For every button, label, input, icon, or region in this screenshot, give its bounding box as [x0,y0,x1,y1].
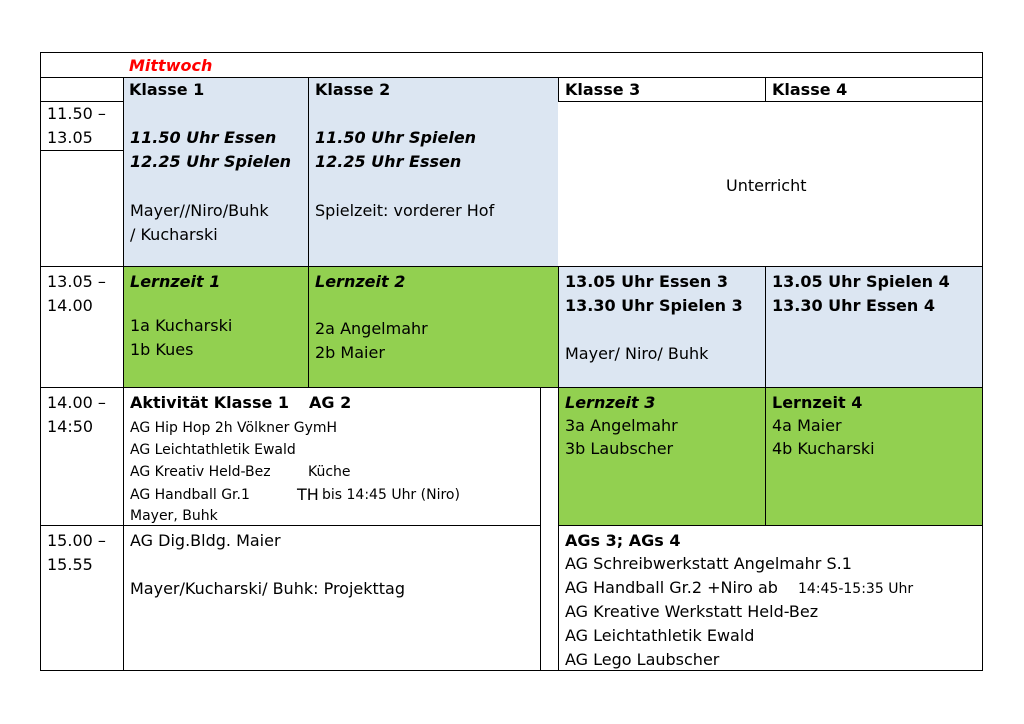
row3-k4-title: Lernzeit 4 [772,393,863,412]
row4-ag-leichtathletik: AG Leichtathletik Ewald [565,626,755,645]
row3-ag-leichtathletik: AG Leichtathletik Ewald [130,442,296,458]
row2-k2-title: Lernzeit 2 [315,272,406,291]
time-row4-start: 15.00 – [47,531,106,550]
header-klasse-4: Klasse 4 [772,80,848,99]
line-bottom [40,670,983,671]
time-row4-end: 15.55 [47,555,93,574]
row3-ag-hiphop: AG Hip Hop 2h Völkner GymH [130,420,338,436]
row3-ag2-title: AG 2 [309,393,352,412]
row3-k3-title: Lernzeit 3 [565,393,656,412]
row3-activity-title: Aktivität Klasse 1 [130,393,290,412]
header-klasse-3: Klasse 3 [565,80,641,99]
line-mid-right [558,387,559,671]
row3-k4-4b: 4b Kucharski [772,439,875,458]
line-row2 [40,266,983,267]
time-row1-start: 11.50 – [47,104,106,123]
time-row2-start: 13.05 – [47,272,106,291]
line-time-split [40,150,123,151]
row1-k1-essen: 11.50 Uhr Essen [130,128,277,147]
time-row3-start: 14.00 – [47,393,106,412]
row4-ag-handball: AG Handball Gr.2 +Niro ab [565,578,778,597]
line-k2-k3 [558,77,559,101]
line-k1-k2 [308,77,309,387]
line-row3 [40,387,983,388]
row3-ag-kreativ-room: Küche [308,464,351,480]
row4-ag-schreibwerkstatt: AG Schreibwerkstatt Angelmahr S.1 [565,554,852,573]
time-row1-end: 13.05 [47,128,93,147]
row3-staff: Mayer, Buhk [130,508,218,524]
row2-k1-1b: 1b Kues [130,340,194,359]
row1-k2-spielzeit: Spielzeit: vorderer Hof [315,201,495,220]
row2-k3-spielen: 13.30 Uhr Spielen 3 [565,296,743,315]
row3-ag-handball-time: bis 14:45 Uhr (Niro) [322,487,460,503]
line-k2-k3-row2 [558,266,559,387]
line-k3-k4-row2 [765,266,766,525]
row3-ag-handball: AG Handball Gr.1 [130,487,250,503]
row4-ag-handball-time: 14:45-15:35 Uhr [798,581,914,597]
row3-ag-kreativ: AG Kreativ Held-Bez [130,464,271,480]
row4-ag-digbldg: AG Dig.Bldg. Maier [130,531,281,550]
line-time-col [123,77,124,671]
row2-k1-1a: 1a Kucharski [130,316,233,335]
row2-k4-spielen: 13.05 Uhr Spielen 4 [772,272,950,291]
line-top [40,52,983,53]
line-row4-right [558,525,983,526]
line-mid-left [540,387,541,671]
line-left [40,52,41,671]
row2-k1-title: Lernzeit 1 [130,272,221,291]
row3-k4-4a: 4a Maier [772,416,842,435]
row1-k1-spielen: 12.25 Uhr Spielen [130,152,292,171]
row2-k4-essen: 13.30 Uhr Essen 4 [772,296,935,315]
time-row2-end: 14.00 [47,296,93,315]
line-row4-left [40,525,540,526]
row4-ag-kreative-werkstatt: AG Kreative Werkstatt Held-Bez [565,602,819,621]
row4-projekttag: Mayer/Kucharski/ Buhk: Projekttag [130,579,406,598]
line-k3-k4-head [765,77,766,101]
header-klasse-1: Klasse 1 [129,80,205,99]
row3-ag-handball-room: TH [297,485,319,504]
row3-k3-3b: 3b Laubscher [565,439,674,458]
row1-k1-staff-2: / Kucharski [130,225,218,244]
time-row3-end: 14:50 [47,417,94,436]
day-label: Mittwoch [129,56,213,75]
row1-k2-spielen: 11.50 Uhr Spielen [315,128,477,147]
row1-k2-essen: 12.25 Uhr Essen [315,152,462,171]
line-right [982,52,983,671]
row3-k3-3a: 3a Angelmahr [565,416,678,435]
row2-k3-essen: 13.05 Uhr Essen 3 [565,272,728,291]
row1-k1-staff: Mayer//Niro/Buhk [130,201,269,220]
row2-k2-2a: 2a Angelmahr [315,319,428,338]
header-klasse-2: Klasse 2 [315,80,391,99]
row1-unterricht: Unterricht [726,176,807,195]
row4-ag-lego: AG Lego Laubscher [565,650,720,669]
row2-k3-staff: Mayer/ Niro/ Buhk [565,344,709,363]
row4-ags-title: AGs 3; AGs 4 [565,531,681,550]
row2-k2-2b: 2b Maier [315,343,385,362]
